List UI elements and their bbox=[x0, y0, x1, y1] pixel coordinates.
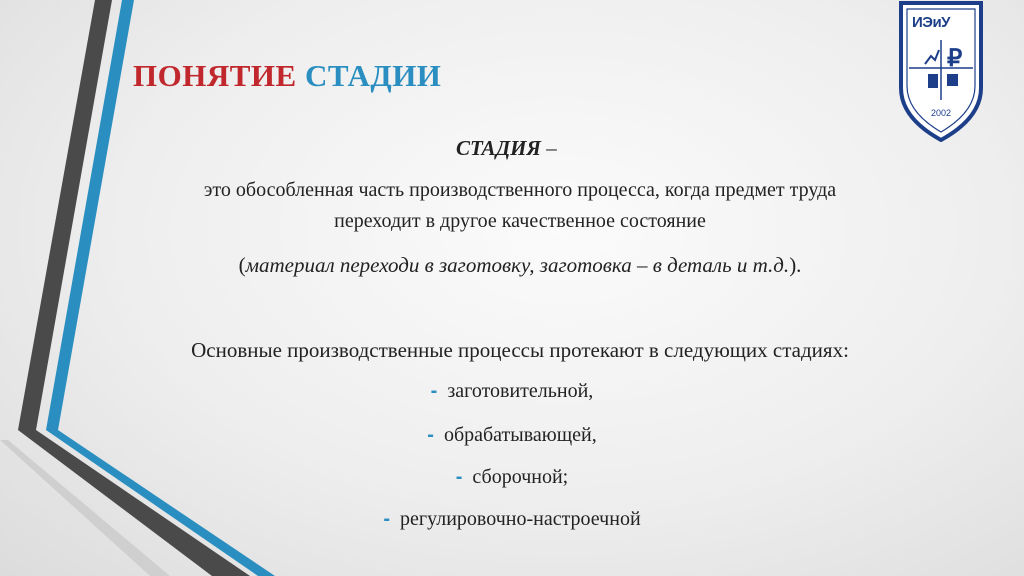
slide-title bbox=[133, 58, 441, 94]
wallet-icon bbox=[947, 74, 958, 86]
logo-year: 2002 bbox=[931, 108, 952, 118]
term-heading bbox=[456, 136, 557, 161]
definition-line-2: переходит в другое качественное состояние bbox=[334, 210, 706, 232]
list-item bbox=[0, 466, 1024, 489]
list-item bbox=[0, 508, 1024, 531]
example-body: материал переходи в заготовку, заготовка – в деталь и т.д. bbox=[245, 253, 790, 277]
stages-intro: Основные производственные процессы протекают в следующих стадиях: bbox=[191, 338, 849, 362]
stage-label: регулировочно-настроечной bbox=[400, 508, 641, 530]
bullet-dash: - bbox=[430, 380, 438, 402]
bullet-dash: - bbox=[383, 508, 391, 530]
title-word-1: ПОНЯТИЕ bbox=[133, 58, 297, 93]
term-word: СТАДИЯ bbox=[456, 136, 541, 160]
example-close: ). bbox=[789, 253, 802, 277]
stage-label: заготовительной, bbox=[447, 380, 594, 402]
stage-label: обрабатывающей, bbox=[443, 424, 597, 446]
definition-line-1: это обособленная часть производственного процесса, когда предмет труда bbox=[203, 179, 837, 201]
list-item bbox=[0, 380, 1024, 403]
term-dash: – bbox=[546, 136, 557, 160]
logo-text: ИЭиУ bbox=[912, 14, 951, 31]
list-item bbox=[0, 424, 1024, 447]
bullet-dash: - bbox=[455, 466, 463, 488]
example-open: ( bbox=[238, 253, 246, 277]
title-word-2: СТАДИИ bbox=[304, 58, 442, 93]
stage-label: сборочной; bbox=[472, 466, 569, 488]
bullet-dash: - bbox=[427, 424, 434, 446]
calculator-icon bbox=[928, 74, 938, 88]
ruble-icon: ₽ bbox=[947, 45, 963, 72]
example-text bbox=[130, 253, 910, 278]
